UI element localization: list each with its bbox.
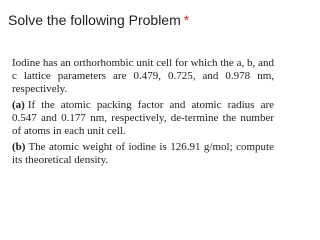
problem-part-a bbox=[12, 99, 274, 138]
problem-text-image bbox=[12, 57, 274, 170]
required-asterisk: * bbox=[183, 12, 190, 28]
part-b-text: The atomic weight of iodine is 126.91 g/mol; compute its theoretical density. bbox=[12, 141, 274, 166]
problem-intro-text: Iodine has an orthorhombic unit cell for which the a, b, and c lattice parameters are 0.479, 0.725, and 0.978 nm, respectively. bbox=[12, 57, 274, 95]
part-b-label: (b) bbox=[12, 141, 26, 153]
part-a-label: (a) bbox=[12, 99, 25, 111]
problem-part-b bbox=[12, 141, 274, 167]
part-a-text: If the atomic packing factor and atomic radius are 0.547 and 0.177 nm, respectively, de-termine the number of atoms in each unit cell. bbox=[12, 99, 274, 137]
question-header bbox=[8, 12, 189, 28]
problem-intro bbox=[12, 57, 274, 96]
question-title: Solve the following Problem bbox=[8, 12, 181, 28]
